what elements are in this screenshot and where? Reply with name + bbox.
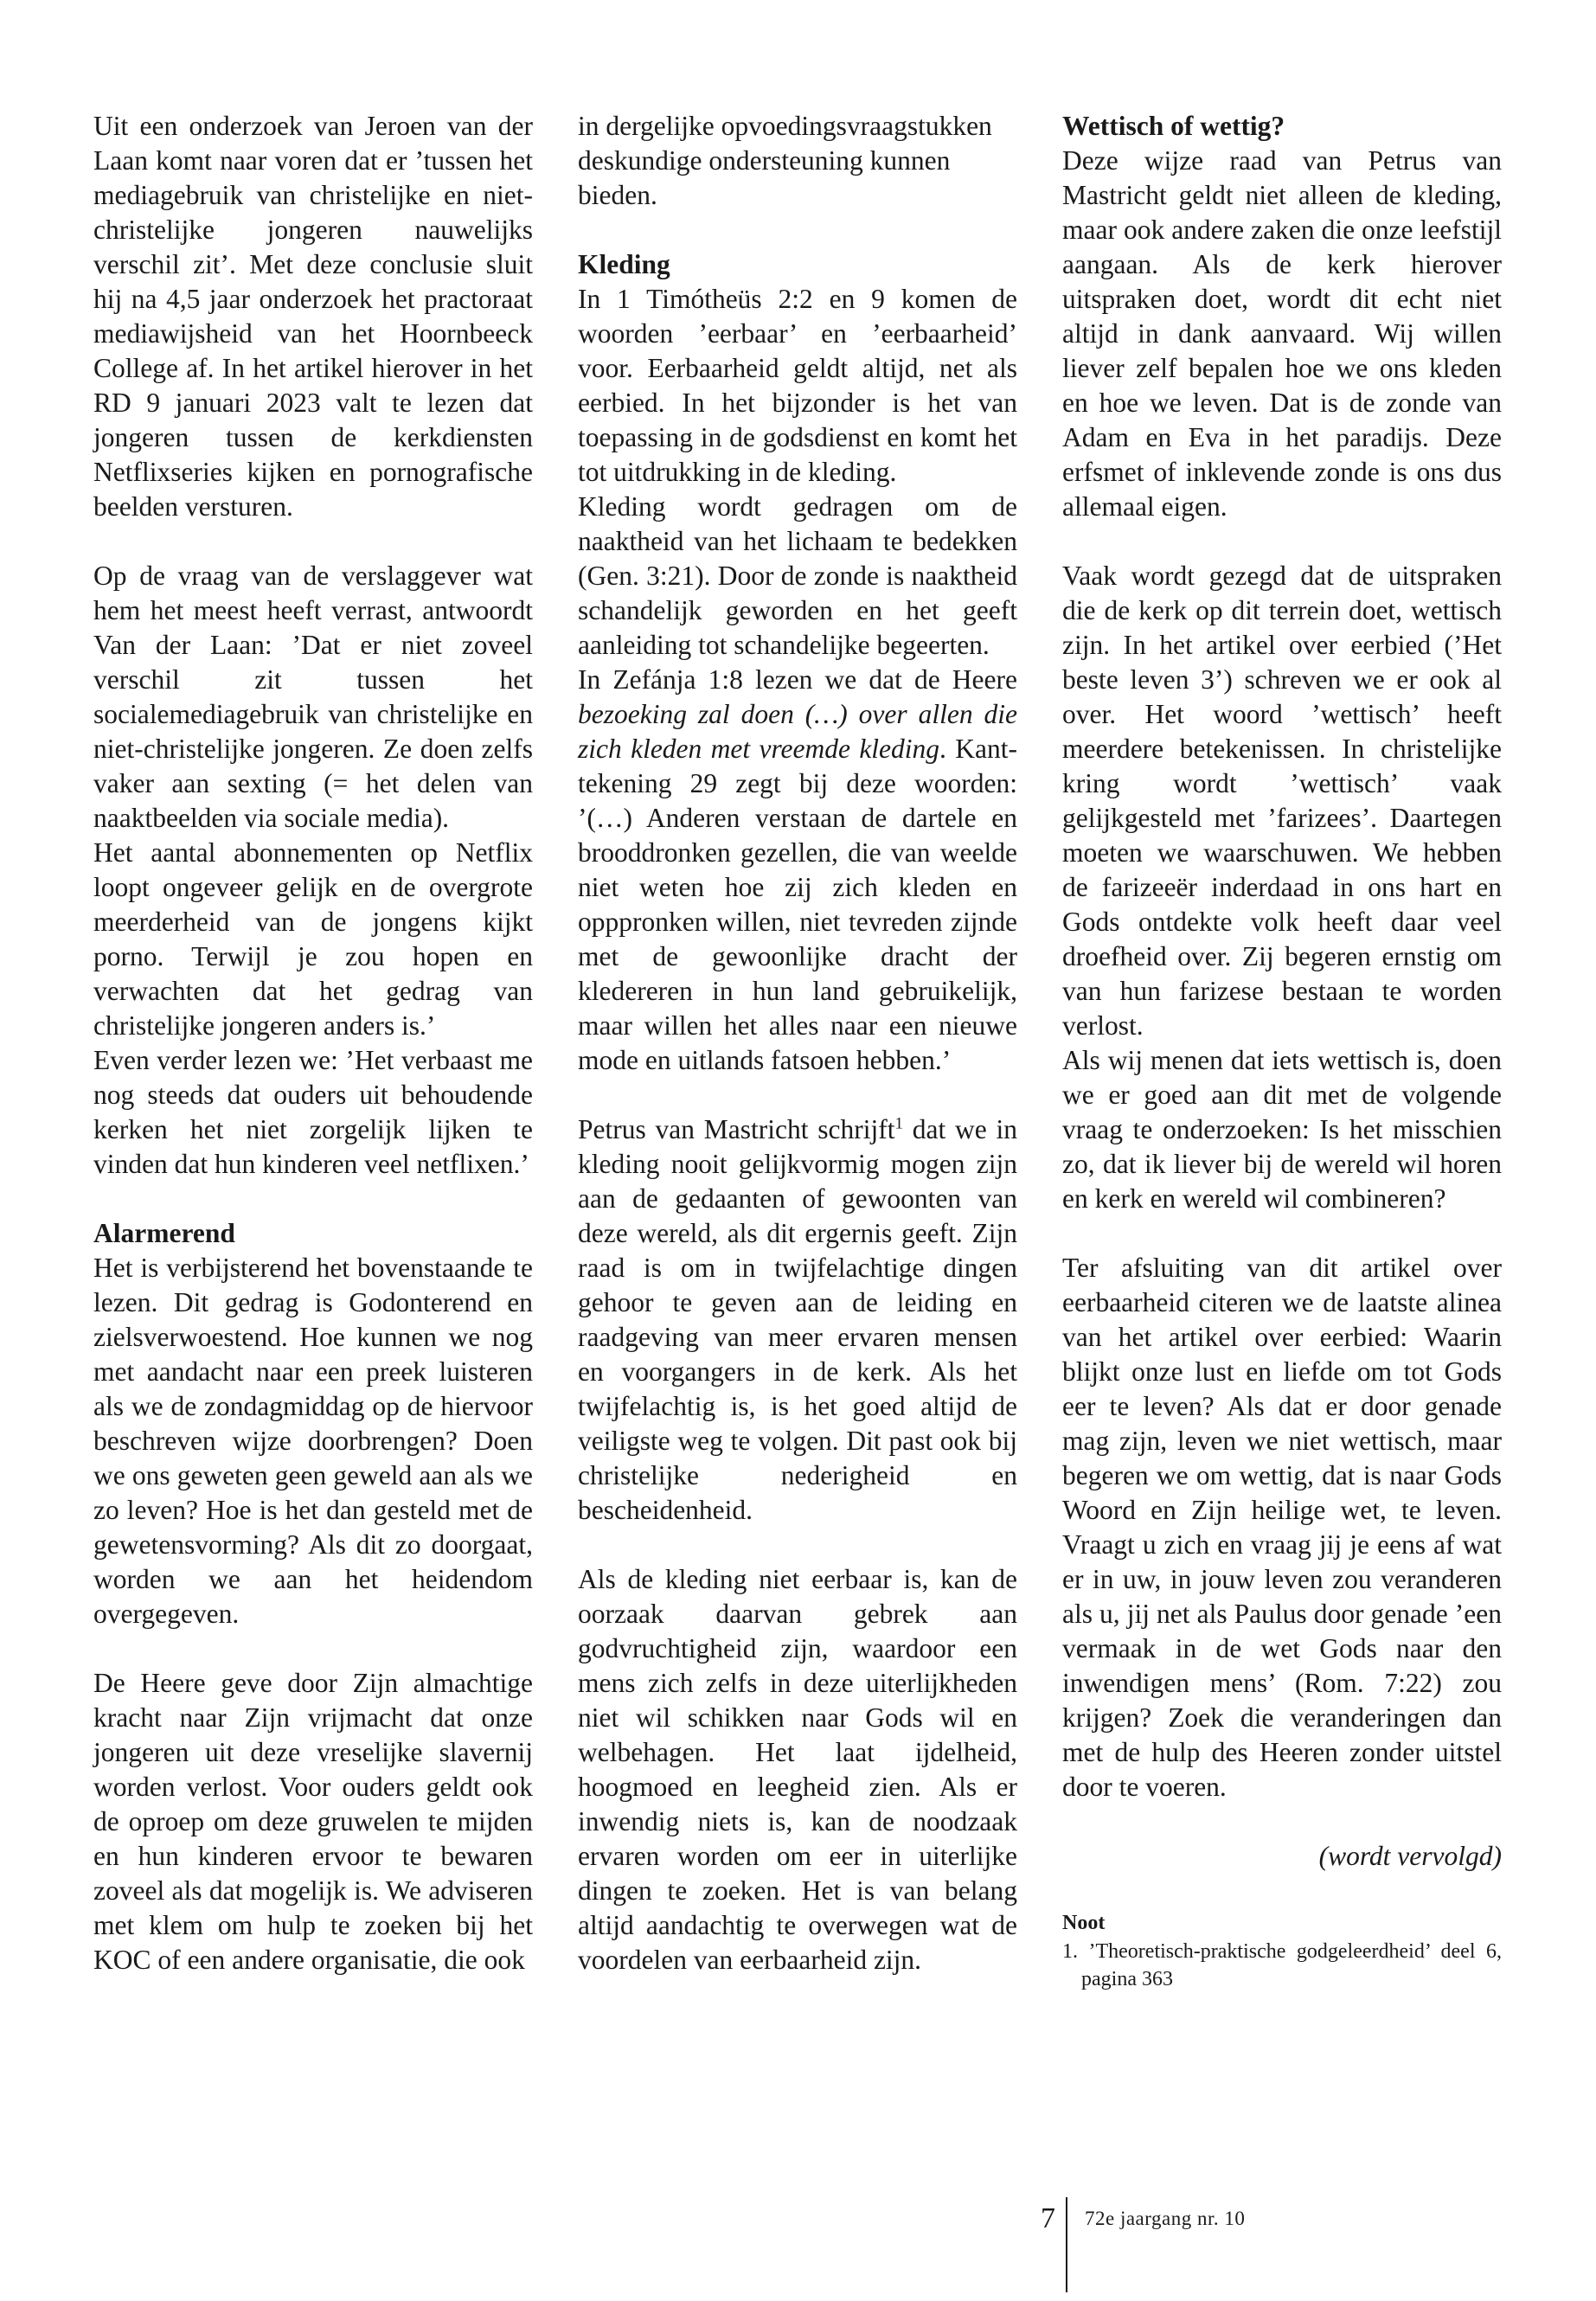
footer-divider — [1066, 2197, 1067, 2292]
paragraph — [578, 1112, 1017, 1528]
paragraph: in dergelijke opvoedingsvraagstukken deskundige ondersteuning kunnen bieden. — [578, 111, 992, 210]
text-run: . Kanttekening 29 zegt bij deze woorden: ’(…) Anderen verstaan de dartele en brooddronken gezellen, die van weelde niet weten hoe zij zich kleden en opppronken willen, niet tevreden zijnde met de gewoonlijke dracht der kledereren in hun land gebruikelijk, maar willen het alles naar een nieuwe mode en uitlands fatsoen hebben.’ — [578, 734, 1017, 1075]
paragraph: Ter afsluiting van dit artikel over eerbaarheid citeren we de laatste alinea van het artikel over eerbied: Waarin blijkt onze lust en liefde om tot Gods eer te leven? Als dat er door genade mag zijn, leven we niet wettisch, maar begeren we om wettig, dat is naar Gods Woord en Zijn heilige wet, te leven. Vraagt u zich en vraag jij je eens af wat er in uw, in jouw leven zou veranderen als u, jij net als Paulus door genade ’een vermaak in de wet Gods naar den inwendigen mens’ (Rom. 7:22) zou krijgen? Zoek die veranderingen dan met de hulp des Heeren zonder uitstel door te voeren. — [1062, 1253, 1502, 1802]
paragraph: Deze wijze raad van Petrus van Mastricht geldt niet alleen de kleding, maar ook andere zaken die onze leefstijl aangaan. Als de kerk hierover uitspraken doet, wordt dit echt niet altijd in dank aanvaard. Wij willen liever zelf bepalen hoe we ons kleden en hoe we leven. Dat is de zonde van Adam en Eva in het paradijs. Deze erfsmet of inklevende zonde is ons dus allemaal eigen. — [1062, 145, 1502, 522]
italic-quote: bezoeking zal doen (…) over allen die zich kleden met vreemde kleding — [578, 699, 1017, 764]
to-be-continued: (wordt vervolgd) — [1318, 1841, 1502, 1871]
text-run: dat we in kleding nooit gelijkvormig mogen zijn aan de gedaanten of gewoonten van deze wereld, als dit ergernis geeft. Zijn raad is om in twijfelachtige dingen gehoor te geven aan de leiding en raadgeving van meer ervaren mensen en voorgangers in de kerk. Als het twijfelachtig is, is het goed altijd de veiligste weg te volgen. Dit past ook bij christelijke nederigheid en bescheidenheid. — [578, 1114, 1017, 1525]
page-number: 7 — [1041, 2202, 1055, 2234]
column-2 — [578, 109, 1017, 1977]
footnote-marker: 1 — [894, 1114, 903, 1133]
section-heading-wettisch: Wettisch of wettig? — [1062, 111, 1285, 141]
paragraph: Kleding wordt gedragen om de naaktheid van het lichaam te bedekken (Gen. 3:21). Door de zonde is naaktheid schandelijk geworden en het geeft aanleiding tot schandelijke begeerten. — [578, 491, 1017, 660]
paragraph: Op de vraag van de verslaggever wat hem het meest heeft verrast, antwoordt Van der Laan: ’Dat er niet zoveel verschil zit tussen het socialemediagebruik van christelijke en niet-christelijke jongeren. Ze doen zelfs vaker aan sexting (= het delen van naaktbeelden via sociale media). — [93, 561, 533, 833]
paragraph: Het aantal abonnementen op Netflix loopt ongeveer gelijk en de overgrote meerderheid van de jongens kijkt porno. Terwijl je zou hopen en verwachten dat het gedrag van christelijke jongeren anders is.’ — [93, 837, 533, 1041]
column-1 — [93, 109, 533, 1977]
footnote: 1. ’Theoretisch-praktische godgeleerdheid’ deel 6, pagina 363 — [1062, 1940, 1502, 1990]
paragraph — [578, 663, 1017, 1078]
column-3 — [1062, 109, 1502, 1993]
paragraph: Als de kleding niet eerbaar is, kan de oorzaak daarvan gebrek aan godvruchtigheid zijn, waardoor een mens zich zelfs in deze uiterlijkheden niet wil schikken naar Gods wil en welbehagen. Het laat ijdelheid, hoogmoed en leegheid zien. Als er inwendig niets is, kan de noodzaak ervaren worden om eer in uiterlijke dingen te zoeken. Het is van belang altijd aandachtig te overwegen wat de voordelen van eerbaarheid zijn. — [578, 1564, 1017, 1975]
text-run: In Zefánja 1:8 lezen we dat de Heere — [578, 664, 1017, 695]
paragraph: De Heere geve door Zijn almachtige kracht naar Zijn vrijmacht dat onze jongeren uit deze vreselijke slavernij worden verlost. Voor ouders geldt ook de oproep om deze gruwelen te mijden en hun kinderen ervoor te bewaren zoveel als dat mogelijk is. We adviseren met klem om hulp te zoeken bij het KOC of een andere organisatie, die ook — [93, 1668, 533, 1975]
paragraph: Als wij menen dat iets wettisch is, doen we er goed aan dit met de volgende vraag te onderzoeken: Is het misschien zo, dat ik liever bij de wereld wil horen en kerk en wereld wil combineren? — [1062, 1045, 1502, 1214]
section-heading-kleding: Kleding — [578, 249, 670, 279]
issue-label: 72e jaargang nr. 10 — [1085, 2208, 1246, 2229]
section-heading-alarmerend: Alarmerend — [93, 1218, 235, 1248]
paragraph: Het is verbijsterend het bovenstaande te lezen. Dit gedrag is Godonterend en zielsverwoestend. Hoe kunnen we nog met aandacht naar een preek luisteren als we de zondagmiddag op de hiervoor beschreven wijze doorbrengen? Doen we ons geweten geen geweld aan als we zo leven? Hoe is het dan gesteld met de gewetensvorming? Als dit zo doorgaat, worden we aan het heidendom overgegeven. — [93, 1253, 533, 1629]
paragraph: Even verder lezen we: ’Het verbaast me nog steeds dat ouders uit behoudende kerken het niet zorgelijk lijken te vinden dat hun kinderen veel netflixen.’ — [93, 1045, 533, 1179]
page-footer — [0, 2197, 1596, 2292]
paragraph: Vaak wordt gezegd dat de uitspraken die de kerk op dit terrein doet, wettisch zijn. In het artikel over eerbied (’Het beste leven 3’) schreven we er ook al over. Het woord ’wettisch’ heeft meerdere betekenissen. In christelijke kring wordt ’wettisch’ vaak gelijkgesteld met ’farizees’. Daartegen moeten we waarschuwen. We hebben de farizeeër inderdaad in ons hart en Gods ontdekte volk heeft daar veel droefheid over. Zij begeren ernstig om van hun farizese bestaan te worden verlost. — [1062, 561, 1502, 1041]
note-heading: Noot — [1062, 1912, 1106, 1934]
paragraph: In 1 Timótheüs 2:2 en 9 komen de woorden ’eerbaar’ en ’eerbaarheid’ voor. Eerbaarheid geldt altijd, net als eerbied. In het bijzonder is het van toepassing in de godsdienst en komt het tot uitdrukking in de kleding. — [578, 284, 1017, 487]
text-run: Petrus van Mastricht schrijft — [578, 1114, 895, 1144]
paragraph: Uit een onderzoek van Jeroen van der Laan komt naar voren dat er ’tussen het mediagebruik van christelijke en niet-christelijke jongeren nauwelijks verschil zit’. Met deze conclusie sluit hij na 4,5 jaar onderzoek het practoraat mediawijsheid van het Hoornbeeck College af. In het artikel hierover in het RD 9 januari 2023 valt te lezen dat jongeren tussen de kerkdiensten Netflixseries kijken en pornografische beelden versturen. — [93, 111, 533, 522]
